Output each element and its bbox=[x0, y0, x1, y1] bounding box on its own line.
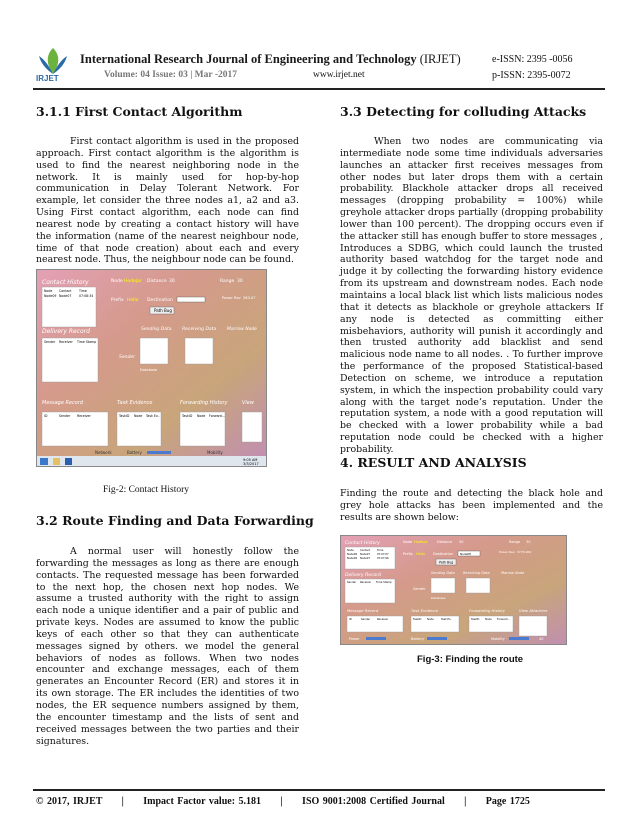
fig3-destination-label: Destination bbox=[433, 552, 454, 556]
fig3-prefix-value: Hello bbox=[416, 552, 425, 556]
fig2-contact-history: Contact History bbox=[42, 279, 89, 286]
fig2-col-contact: Contact bbox=[59, 289, 72, 293]
fig3-tcol-rec: Task Ev.. bbox=[441, 618, 453, 621]
fig2-view-box[interactable] bbox=[242, 412, 262, 442]
fig3-delivery-record: Delivery Record bbox=[345, 573, 381, 578]
fig3-view-attackers: View Attackers bbox=[519, 608, 548, 613]
fig2-node-label: Node bbox=[111, 279, 123, 284]
fig2-status-network: Network bbox=[95, 450, 112, 455]
fig2-battery-bar bbox=[147, 451, 171, 454]
fig2-col-node: Node bbox=[44, 289, 53, 293]
website-link[interactable]: www.irjet.net bbox=[313, 70, 365, 80]
fig3-fcol-node: Node bbox=[485, 618, 492, 621]
fig2-power-label: Power Rev bbox=[222, 296, 241, 300]
footer-separator: | bbox=[121, 796, 124, 807]
fig2-status-mobility: Mobility bbox=[207, 450, 223, 455]
fig3-contact-history: Contact History bbox=[345, 541, 380, 546]
fig2-message-table bbox=[42, 412, 108, 446]
footer-separator: | bbox=[464, 796, 467, 807]
fig2-fcol-id: TaskID bbox=[182, 414, 193, 418]
fig3-col-node: Node bbox=[347, 549, 354, 552]
fig3-path-button-label: Path Bug bbox=[439, 560, 454, 565]
fig2-power-value: 283.07 bbox=[243, 296, 256, 300]
fig2-dcol-receiver: Receiver bbox=[59, 340, 73, 344]
fig3-row2-contact: Node07 bbox=[360, 557, 371, 560]
footer-iso: ISO 9001:2008 Certified Journal bbox=[302, 796, 445, 807]
fig2-mcol-receiver: Receiver bbox=[77, 414, 91, 418]
section-4-title: 4. RESULT AND ANALYSIS bbox=[340, 455, 527, 470]
fig3-sending-box[interactable] bbox=[431, 578, 455, 593]
fig3-range-label: Range bbox=[509, 540, 521, 544]
fig3-dcol-receiver: Receiver bbox=[360, 581, 372, 584]
fig3-view-box[interactable] bbox=[519, 616, 547, 636]
fig3-svg bbox=[341, 536, 566, 644]
footer-impact: Impact Factor value: 5.181 bbox=[143, 796, 262, 807]
fig3-dcol-time: Time Stamp bbox=[376, 581, 392, 584]
fig3-mcol-receiver: Receiver bbox=[377, 618, 389, 621]
fig3-receiving-box[interactable] bbox=[466, 578, 490, 593]
fig2-task-evidence: Task Evidence bbox=[117, 400, 153, 406]
fig3-mobility-bar bbox=[509, 637, 529, 640]
fig2-word-icon bbox=[65, 458, 72, 465]
fig2-destination-input[interactable] bbox=[177, 297, 205, 302]
fig3-range-value: 30 bbox=[526, 540, 531, 544]
fig3-row2-node: Node09 bbox=[347, 557, 358, 560]
logo-text: IRJET bbox=[36, 74, 59, 83]
fig2-receiving-box[interactable] bbox=[185, 338, 213, 364]
fig2-contact-table bbox=[42, 287, 96, 327]
fig3-destination-value: Node08 bbox=[460, 552, 471, 556]
fig2-taskbar-time: 9:05 AM bbox=[243, 458, 258, 462]
fig3-battery-bar bbox=[427, 637, 447, 640]
fig2-range-label: Range bbox=[220, 279, 235, 284]
fig3-row2-time: 07:07:06 bbox=[377, 557, 389, 560]
figure-2-screenshot bbox=[36, 269, 267, 467]
fig3-power-bar bbox=[366, 637, 386, 640]
fig3-col-contact: Contact bbox=[360, 549, 371, 552]
fig2-distance-value: 30 bbox=[169, 279, 175, 284]
fig2-tcol-rec: Task Ev.. bbox=[146, 414, 160, 418]
fig3-prefix-label: Prefix bbox=[403, 552, 413, 556]
fig3-sending-data: Sending Data bbox=[431, 571, 455, 575]
paragraph: When two nodes are communicating via intermediate node some time individuals adversaries launches an attacker first receives messages from other nodes but later drops them with a certain probability. Blackhole attacker drops all received messages (dropping probability = 100%) while greyhole attacker drops partially (dropping probability lower than 100 percent). The dropping occurs even if the attacker still has enough buffer to store messages , Introduces a SDBG, which could launch the trusted authority based watchdog for the target node and judge it by collecting the forwarding history evidence from its upstream and downstream nodes. Each node maintains a local black list which lists malicious nodes that it detects as blackhole or greyhole attackers If any node is detected as committing either misbehaviors, authority will punish it accordingly and then trusted authority add blacklist and send malicious node name to all nodes. . To further improve the performance of the proposed Statistical-based Detection on scheme, we introduce a reputation system, in which the inspection probability could vary along with the target node’s reputation. Under the reputation system, a node with a good reputation will be checked with a lower probability while a bad reputation node could be checked with a higher probability. bbox=[340, 136, 603, 455]
fig2-view-label: View bbox=[242, 400, 254, 406]
fig3-database-label: Database bbox=[431, 596, 446, 600]
fig2-node-value: Hodejar bbox=[124, 279, 142, 284]
fig2-delivery-table bbox=[42, 338, 98, 382]
fig2-destination-label: Destination bbox=[147, 298, 173, 303]
fig2-mcol-sender: Sender bbox=[59, 414, 71, 418]
fig3-dcol-sender: Sender bbox=[347, 581, 357, 584]
figure-3-screenshot bbox=[340, 535, 567, 645]
header-rule bbox=[33, 88, 605, 90]
fig3-message-table bbox=[347, 616, 403, 632]
volume-issue: Volume: 04 Issue: 03 | Mar -2017 bbox=[104, 70, 237, 80]
fig3-distance-value: 30 bbox=[459, 540, 464, 544]
fig2-forwarding-history: Forwarding History bbox=[180, 400, 228, 406]
fig3-message-record: Message Record bbox=[347, 608, 379, 613]
section-3-2-title: 3.2 Route Finding and Data Forwarding bbox=[36, 513, 314, 528]
section-3-1-1-title: 3.1.1 First Contact Algorithm bbox=[36, 104, 243, 119]
fig2-sender-label: Sender bbox=[119, 355, 135, 360]
fig2-fcol-node: Node bbox=[197, 414, 206, 418]
fig2-delivery-record: Delivery Record bbox=[42, 328, 90, 335]
fig3-status-battery: Battery bbox=[411, 637, 424, 641]
fig2-col-time: Time bbox=[79, 289, 87, 293]
p-issn: p-ISSN: 2395-0072 bbox=[492, 70, 571, 81]
fig2-range-value: 30 bbox=[237, 279, 243, 284]
fig3-node-label: Node bbox=[403, 540, 413, 544]
fig2-mcol-id: ID bbox=[44, 414, 48, 418]
fig2-tcol-node: Node bbox=[134, 414, 143, 418]
fig2-sending-data: Sending Data bbox=[141, 327, 172, 332]
paragraph: A normal user will honestly follow the forwarding the messages as long as there are enough contacts. The requested message has been forwarded to the next hop, the chosen next hop nodes. We assume a trusted authority with the right to assign each node a unique identifier and a pair of public and private keys. Nodes are assumed to know the public keys of each other so that they can authenticate messages signed by others. we model the general behaviors of nodes as follows. When two nodes encounter and exchange messages, each of them generates an Encounter Record (ER) and stores it in its own storage. The ER includes the identities of two nodes, the ER sequence numbers assigned by them, the encounter timestamp and the lists of sent and received messages between the two parties and their signatures. bbox=[36, 546, 299, 747]
fig3-sender-label: Sender bbox=[413, 587, 426, 591]
footer-copyright: © 2017, IRJET bbox=[36, 796, 103, 807]
e-issn: e-ISSN: 2395 -0056 bbox=[492, 54, 573, 65]
journal-title: International Research Journal of Engineering and Technology (IRJET) bbox=[80, 52, 461, 66]
fig2-row-time: 07:08:34 bbox=[79, 294, 94, 298]
fig3-tcol-task: TaskID bbox=[413, 618, 422, 621]
fig3-fcol-id: TaskID bbox=[471, 618, 480, 621]
fig3-distance-label: Distance bbox=[437, 540, 453, 544]
fig2-fcol-fwd: Forward... bbox=[209, 414, 225, 418]
section-3-2-body bbox=[36, 546, 299, 747]
fig3-receiving-data: Receiving Data bbox=[463, 571, 490, 575]
fig2-distance-label: Distance bbox=[147, 279, 167, 284]
fig3-marrow-node: Marrow Node bbox=[501, 571, 525, 575]
fig3-status-mobility: Mobility bbox=[491, 637, 505, 641]
fig2-taskbar-date: 3/3/2017 bbox=[243, 462, 259, 466]
fig2-path-button-label: Path Bug bbox=[154, 308, 172, 313]
fig2-svg bbox=[37, 270, 266, 466]
fig2-row-contact: Node07 bbox=[59, 294, 72, 298]
fig3-task-evidence: Task Evidence bbox=[411, 608, 438, 613]
page-header bbox=[0, 0, 638, 95]
section-3-1-1-body bbox=[36, 136, 299, 266]
fig3-tcol-node: Node bbox=[427, 618, 434, 621]
fig2-dcol-sender: Sender bbox=[44, 340, 56, 344]
section-3-3-title: 3.3 Detecting for colluding Attacks bbox=[340, 104, 587, 119]
fig2-message-record: Message Record bbox=[42, 400, 84, 406]
fig2-folder-icon bbox=[53, 458, 60, 465]
fig3-fcol-fwd: Forward... bbox=[497, 618, 510, 621]
figure-2-caption: Fig-2: Contact History bbox=[103, 485, 190, 495]
paragraph: Finding the route and detecting the black hole and grey hole attacks has been implemented and the results are shown below: bbox=[340, 488, 603, 523]
fig2-marrow-node: Marrow Node bbox=[227, 327, 257, 332]
fig2-start-icon bbox=[40, 458, 48, 465]
fig2-prefix-value: Hello bbox=[127, 298, 139, 303]
fig3-status-power: Power bbox=[349, 637, 360, 641]
figure-3-caption: Fig-3: Finding the route bbox=[417, 654, 524, 665]
fig2-dcol-time: Time Stamp bbox=[77, 340, 97, 344]
footer-page: Page 1725 bbox=[485, 796, 530, 807]
fig3-row1-node: Node09 bbox=[347, 553, 358, 556]
fig2-row-node: Node09 bbox=[44, 294, 57, 298]
section-3-3-body bbox=[340, 136, 603, 456]
fig2-database-label: Database bbox=[140, 368, 158, 372]
fig2-tcol-task: TaskID bbox=[119, 414, 130, 418]
fig3-power-label: Power Rev bbox=[499, 550, 515, 554]
fig2-status-battery: Battery bbox=[127, 450, 142, 455]
fig3-forwarding-history: Forwarding History bbox=[469, 608, 506, 613]
fig3-row1-time: 07:07:07 bbox=[377, 553, 389, 556]
fig2-receiving-data: Receiving Data bbox=[182, 327, 217, 332]
paragraph: First contact algorithm is used in the proposed approach. First contact algorithm is the algorithm is used to find the nearest neighboring node in the network. It is mainly used for hop-by-hop communication in Delay Tolerant Network. For example, let consider the three nodes a1, a2 and a3. Using First contact algorithm, each node can find nearest node by creating a contact history will have the information (name of the nearest neighbour node, time of that node creation) about each and every nearest node. Thus, the neighbour node can be found. bbox=[36, 136, 299, 266]
fig3-col-time: Time bbox=[377, 549, 384, 552]
page-footer bbox=[36, 796, 530, 807]
fig3-row1-contact: Node07 bbox=[360, 553, 371, 556]
section-4-body bbox=[340, 488, 603, 524]
fig3-mcol-sender: Sender bbox=[361, 618, 371, 621]
fig3-node-value: Hodeya bbox=[414, 540, 428, 544]
fig2-prefix-label: Prefix bbox=[111, 298, 124, 303]
footer-rule bbox=[33, 789, 605, 791]
fig3-status-value: 40 bbox=[539, 637, 544, 641]
fig3-power-value: 3776.000 bbox=[517, 550, 532, 554]
fig3-mcol-id: ID bbox=[349, 618, 352, 621]
footer-separator: | bbox=[280, 796, 283, 807]
fig2-sending-box[interactable] bbox=[140, 338, 168, 364]
